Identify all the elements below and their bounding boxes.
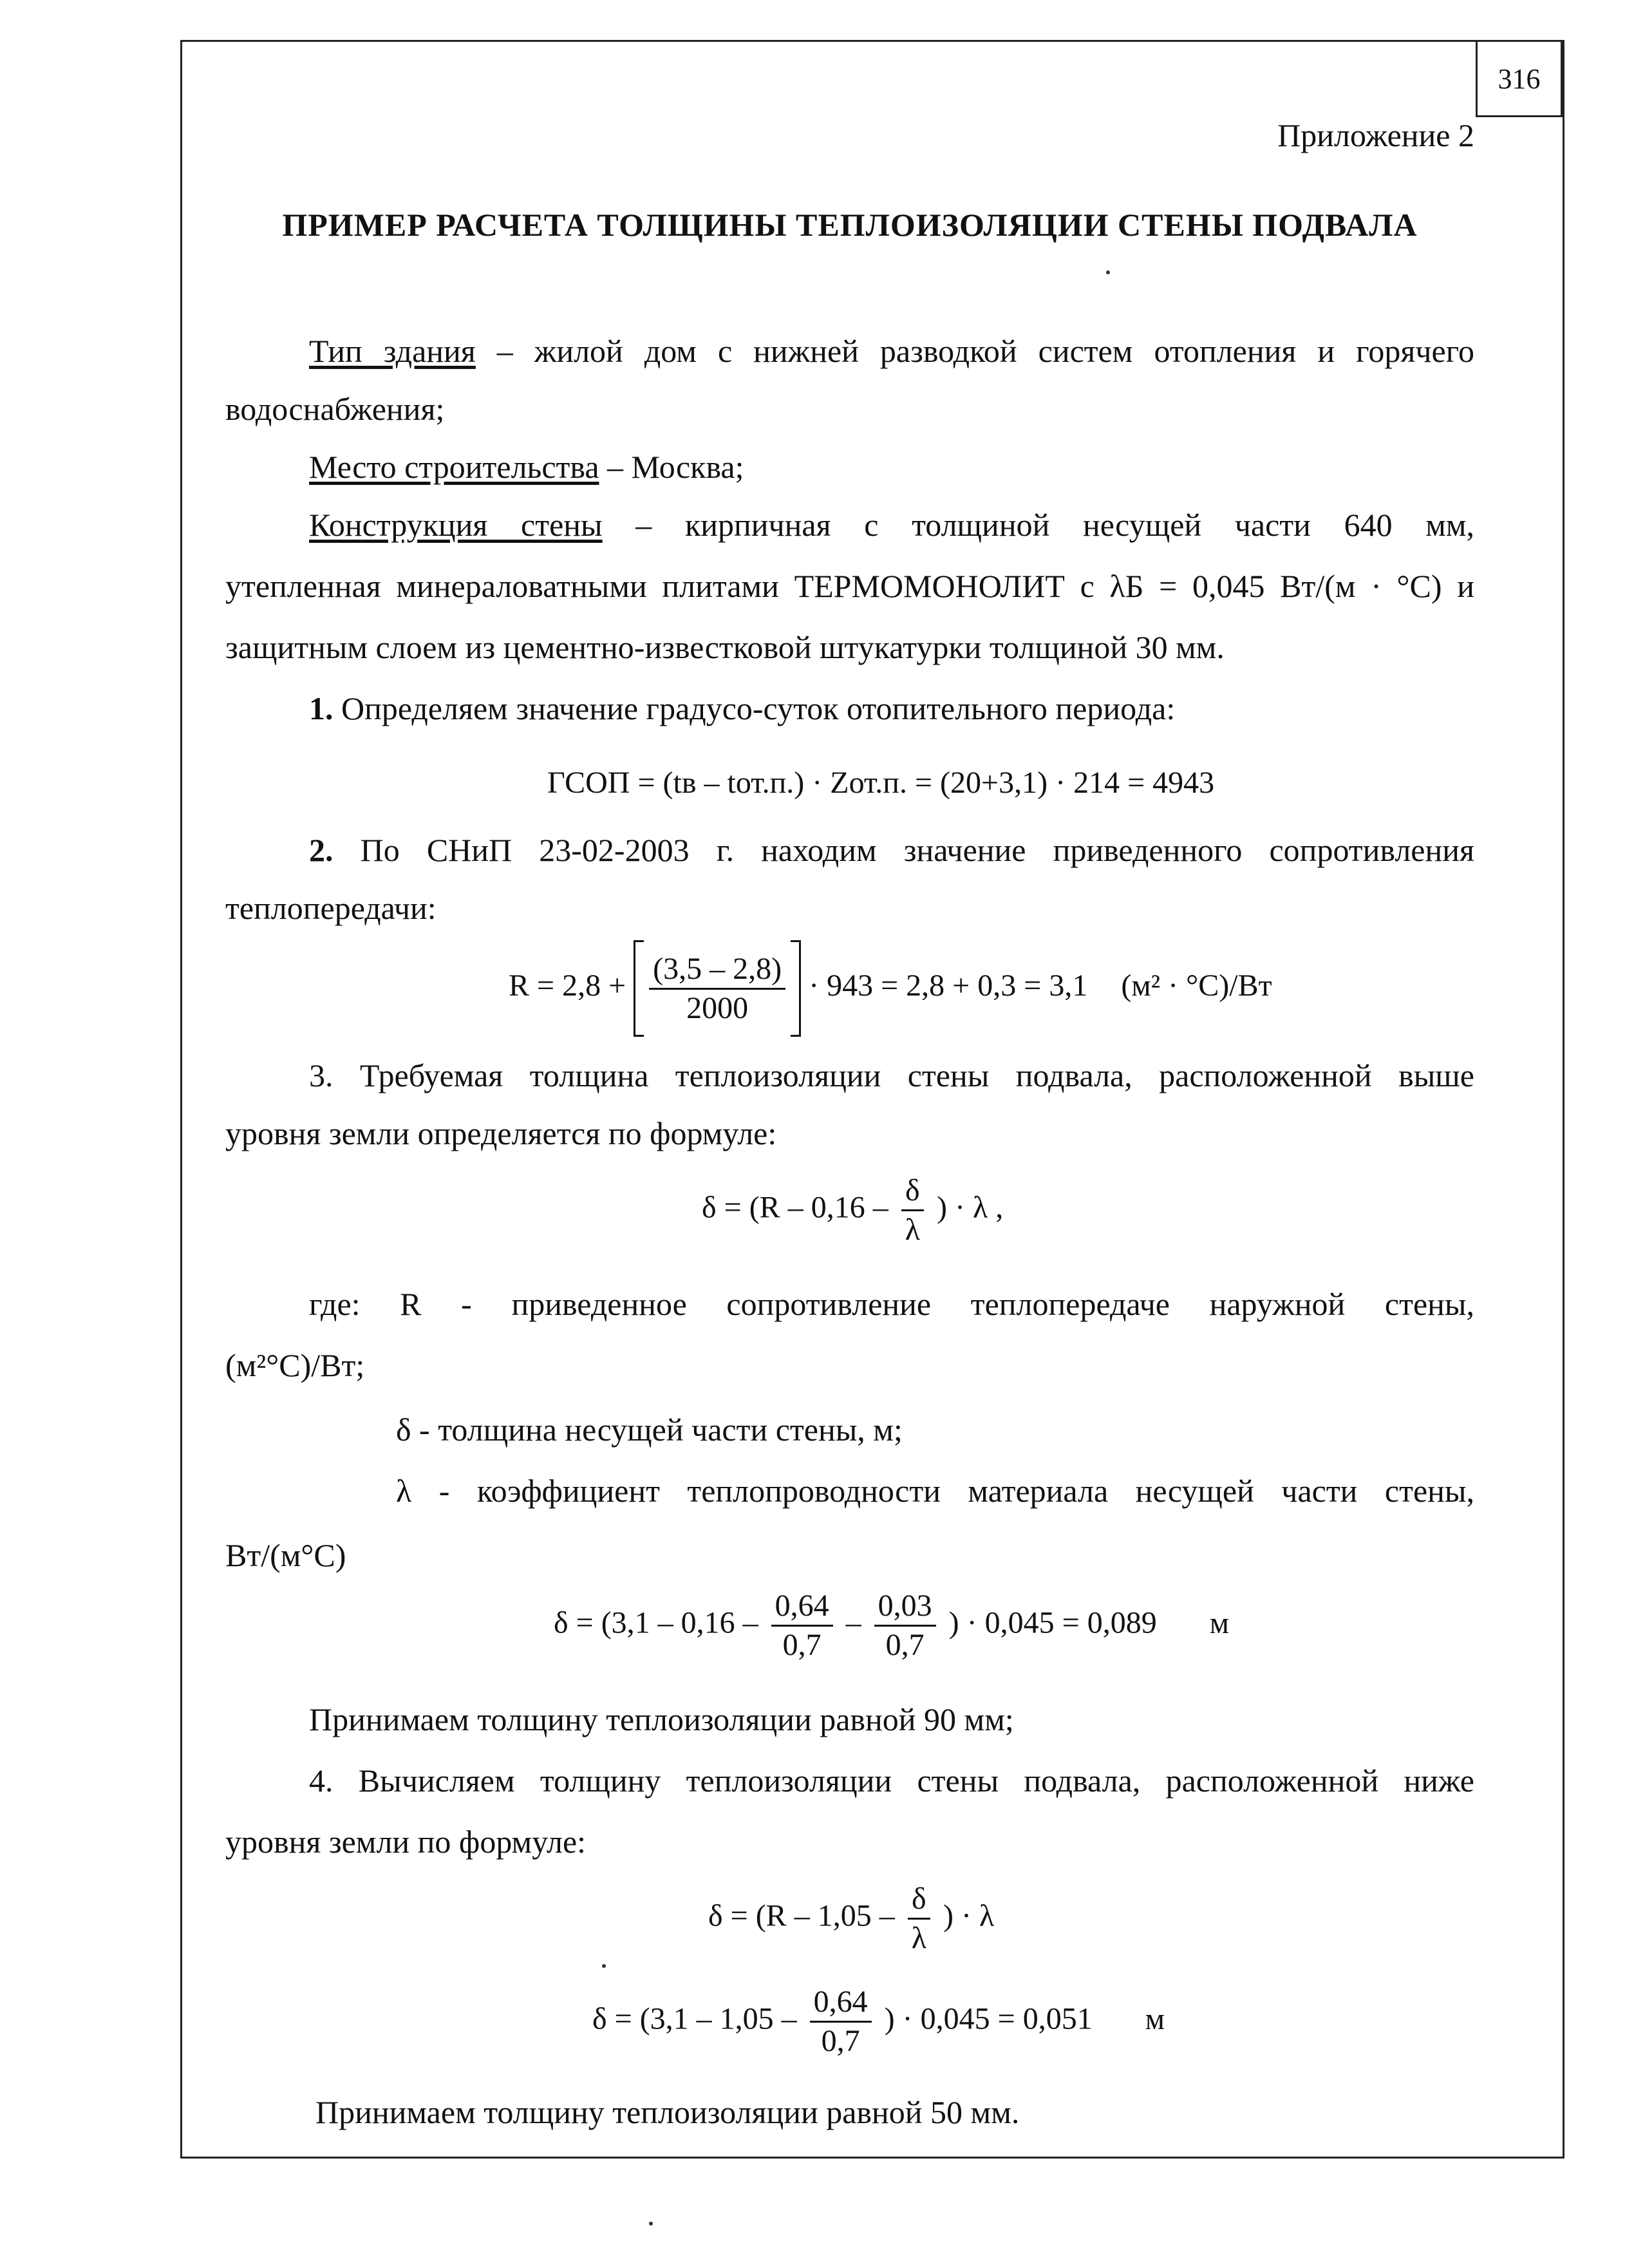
calc-above-right: ) · 0,045 = 0,089 — [948, 1605, 1157, 1640]
fraction-numerator: 0,64 — [810, 1983, 872, 2023]
location-line — [309, 448, 1474, 486]
fraction-denominator: λ — [911, 1921, 926, 1955]
formula-below — [708, 1880, 994, 1957]
where-lambda: λ - коэффициент теплопроводности материала несущей части стены, — [396, 1473, 1474, 1509]
building-type-line — [309, 332, 1474, 370]
formula-above-left: δ = (R – 0,16 – — [702, 1190, 888, 1225]
bracket-right — [791, 940, 801, 1037]
calc-below — [592, 1983, 1165, 2060]
building-type-text: – жилой дом с нижней разводкой систем отопления и горячего — [475, 333, 1474, 369]
calc-below-right: ) · 0,045 = 0,051 — [884, 2001, 1093, 2036]
formula-r-fraction — [649, 950, 785, 1027]
fraction-denominator: 0,7 — [821, 2024, 860, 2058]
fraction-denominator: 2000 — [686, 990, 749, 1025]
formula-below-fraction — [908, 1880, 930, 1957]
fraction-numerator: δ — [901, 1172, 924, 1211]
step2-text: По СНиП 23-02-2003 г. находим значение приведенного сопротивления — [333, 832, 1474, 868]
frame-edge — [1563, 40, 1564, 117]
step1-text: Определяем значение градусо-суток отопительного периода: — [333, 690, 1176, 726]
building-type-cont: водоснабжения; — [225, 391, 445, 427]
fraction-numerator: (3,5 – 2,8) — [649, 950, 785, 990]
where-lambda-unit: Вт/(м°С) — [225, 1537, 346, 1573]
fraction-numerator: δ — [908, 1880, 930, 1920]
calc-below-unit: м — [1145, 2001, 1165, 2036]
accept-above: Принимаем толщину теплоизоляции равной 90 мм; — [309, 1701, 1014, 1737]
page-title: ПРИМЕР РАСЧЕТА ТОЛЩИНЫ ТЕПЛОИЗОЛЯЦИИ СТЕНЫ ПОДВАЛА — [282, 207, 1418, 243]
calc-above — [554, 1587, 1229, 1664]
step2-number: 2. — [309, 832, 333, 868]
formula-gsop: ГСОП = (tв – tот.п.) · Zот.п. = (20+3,1) · 214 = 4943 — [547, 766, 1215, 800]
step4-line: 4. Вычисляем толщину теплоизоляции стены подвала, расположенной ниже — [309, 1762, 1474, 1799]
construction-text: – кирпичная с толщиной несущей части 640 мм, — [602, 507, 1474, 543]
construction-cont-2: защитным слоем из цементно-известковой штукатурки толщиной 30 мм. — [225, 629, 1225, 665]
fraction-numerator: 0,64 — [771, 1587, 833, 1627]
construction-label: Конструкция стены — [309, 507, 603, 543]
bracket-left — [634, 940, 644, 1037]
construction-line — [309, 506, 1474, 544]
step2-cont: теплопередачи: — [225, 890, 437, 926]
formula-r-right: · 943 = 2,8 + 0,3 = 3,1 — [809, 969, 1088, 1003]
formula-above-fraction — [901, 1172, 924, 1249]
fraction-denominator: λ — [905, 1213, 920, 1247]
accept-below: Принимаем толщину теплоизоляции равной 50 мм. — [315, 2094, 1020, 2130]
location-label: Место строительства — [309, 449, 599, 485]
formula-r-unit: (м² · °С)/Вт — [1121, 969, 1272, 1003]
page-number: 316 — [1476, 40, 1563, 117]
step1-number: 1. — [309, 690, 333, 726]
calc-below-fraction — [810, 1983, 872, 2060]
building-type-label: Тип здания — [309, 333, 476, 369]
formula-r — [509, 940, 1272, 1037]
calc-below-left: δ = (3,1 – 1,05 – — [592, 2001, 797, 2036]
calc-above-minus: – — [845, 1605, 861, 1640]
step3-line: 3. Требуемая толщина теплоизоляции стены подвала, расположенной выше — [309, 1057, 1474, 1093]
step3-cont: уровня земли определяется по формуле: — [225, 1115, 777, 1151]
formula-above-right: ) · λ , — [936, 1190, 1004, 1225]
step4-cont: уровня земли по формуле: — [225, 1824, 587, 1860]
calc-above-unit: м — [1209, 1605, 1230, 1640]
fraction-denominator: 0,7 — [885, 1628, 925, 1662]
where-r-line: где: R - приведенное сопротивление теплопередаче наружной стены, — [309, 1286, 1474, 1322]
where-delta: δ - толщина несущей части стены, м; — [396, 1412, 903, 1448]
fraction-numerator: 0,03 — [874, 1587, 936, 1627]
speck — [602, 1964, 606, 1968]
location-text: – Москва; — [599, 449, 744, 485]
calc-above-left: δ = (3,1 – 0,16 – — [554, 1605, 758, 1640]
calc-above-fraction-2 — [874, 1587, 936, 1664]
step1-line — [309, 689, 1474, 728]
formula-r-left: R = 2,8 + — [509, 969, 626, 1003]
speck — [649, 2222, 653, 2225]
step2-line — [309, 831, 1474, 869]
formula-below-left: δ = (R – 1,05 – — [708, 1898, 895, 1933]
calc-above-fraction-1 — [771, 1587, 833, 1664]
fraction-denominator: 0,7 — [782, 1628, 822, 1662]
formula-above — [702, 1172, 1003, 1249]
construction-cont-1: утепленная минераловатными плитами ТЕРМОМОНОЛИТ с λБ = 0,045 Вт/(м · °С) и — [225, 568, 1474, 604]
formula-below-right: ) · λ — [943, 1898, 995, 1933]
appendix-label: Приложение 2 — [1277, 117, 1474, 153]
speck — [1106, 270, 1110, 274]
where-r-unit: (м²°С)/Вт; — [225, 1347, 365, 1383]
